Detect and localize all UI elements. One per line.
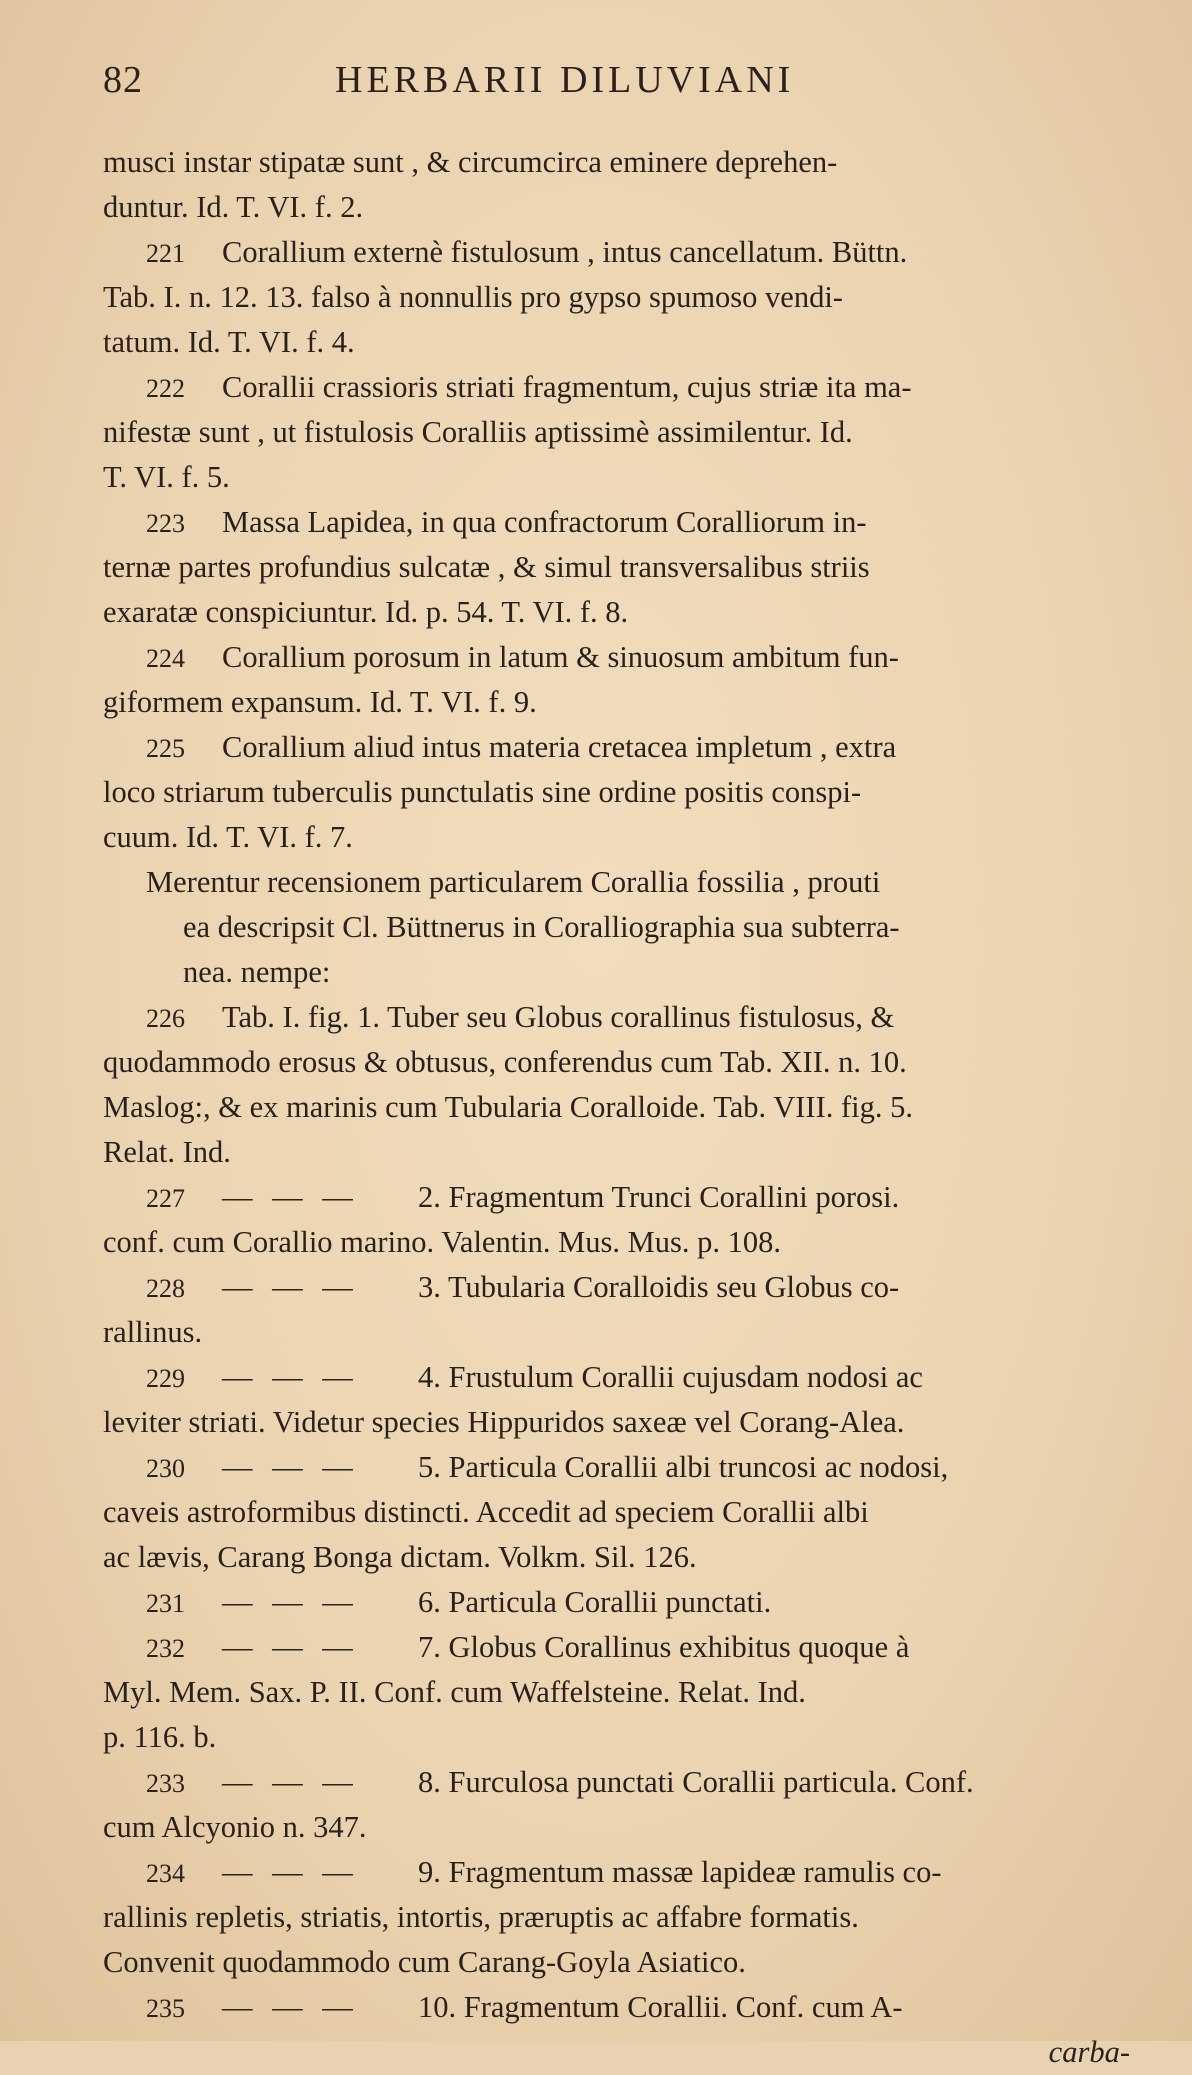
text-line: duntur. Id. T. VI. f. 2. [103,190,364,224]
text-line: p. 116. b. [103,1720,217,1754]
text-line: exaratæ conspiciuntur. Id. p. 54. T. VI. f. 8. [103,595,629,629]
text-line: cum Alcyonio n. 347. [103,1810,367,1844]
entry-number: 228 [146,1274,185,1303]
entry-234: 234 — — — 9. Fragmentum massæ lapideæ ramulis co- [103,1850,1138,1895]
text-line: rallinis repletis, striatis, intortis, præruptis ac affabre formatis. [103,1900,859,1934]
text-line: quodammodo erosus & obtusus, conferendus cum Tab. XII. n. 10. [103,1045,907,1079]
text-line: tatum. Id. T. VI. f. 4. [103,325,355,359]
text-line: Myl. Mem. Sax. P. II. Conf. cum Waffelsteine. Relat. Ind. [103,1675,806,1709]
entry-number: 230 [146,1454,185,1483]
text-line: Tab. I. n. 12. 13. falso à nonnullis pro gypso spumoso vendi- [103,280,843,314]
ditto-dashes: — — — [222,1990,359,2024]
text-line: T. VI. f. 5. [103,460,230,494]
entry-number: 224 [146,644,185,673]
catchword: carba- [1048,2035,1130,2069]
text-line: Maslog:, & ex marinis cum Tubularia Coralloide. Tab. VIII. fig. 5. [103,1090,913,1124]
text-line: conf. cum Corallio marino. Valentin. Mus. Mus. p. 108. [103,1225,781,1259]
entry-number: 229 [146,1364,185,1393]
entry-233: 233 — — — 8. Furculosa punctati Corallii particula. Conf. [103,1760,1138,1805]
ditto-dashes: — — — [222,1630,359,1664]
entry-226: 226 Tab. I. fig. 1. Tuber seu Globus corallinus fistulosus, & [103,995,1138,1040]
entry-227: 227 — — — 2. Fragmentum Trunci Corallini porosi. [103,1175,1138,1220]
text-line: giformem expansum. Id. T. VI. f. 9. [103,685,537,719]
entry-232: 232 — — — 7. Globus Corallinus exhibitus quoque à [103,1625,1138,1670]
entry-228: 228 — — — 3. Tubularia Coralloidis seu Globus co- [103,1265,1138,1310]
entry-235: 235 — — — 10. Fragmentum Corallii. Conf. cum A- [103,1985,1138,2030]
ditto-dashes: — — — [222,1360,359,1394]
text-line: loco striarum tuberculis punctulatis sine ordine positis conspi- [103,775,862,809]
entry-number: 232 [146,1634,185,1663]
body-text [103,140,1138,2075]
ditto-dashes: — — — [222,1450,359,1484]
catchword-line [103,2030,1138,2075]
entry-number: 222 [146,374,185,403]
ditto-dashes: — — — [222,1855,359,1889]
entry-number: 234 [146,1859,185,1888]
entry-number: 225 [146,734,185,763]
text-line: rallinus. [103,1315,203,1349]
text-line: Relat. Ind. [103,1135,231,1169]
text-line: nifestæ sunt , ut fistulosis Coralliis aptissimè assimilentur. Id. [103,415,853,449]
entry-221: 221 Corallium externè fistulosum , intus cancellatum. Büttn. [103,230,1138,275]
text-line: caveis astroformibus distincti. Accedit ad speciem Corallii albi [103,1495,869,1529]
entry-225: 225 Corallium aliud intus materia cretacea impletum , extra [103,725,1138,770]
entry-222: 222 Corallii crassioris striati fragmentum, cujus striæ ita ma- [103,365,1138,410]
text-line: musci instar stipatæ sunt , & circumcirca eminere deprehen- [103,145,838,179]
text-line: Convenit quodammodo cum Carang-Goyla Asiatico. [103,1945,746,1979]
text-line: ea descripsit Cl. Büttnerus in Coralliographia sua subterra- [183,910,900,944]
entry-number: 227 [146,1184,185,1213]
entry-224: 224 Corallium porosum in latum & sinuosum ambitum fun- [103,635,1138,680]
ditto-dashes: — — — [222,1270,359,1304]
text-line: ternæ partes profundius sulcatæ , & simul transversalibus striis [103,550,870,584]
entry-number: 226 [146,1004,185,1033]
ditto-dashes: — — — [222,1180,359,1214]
text-line: nea. nempe: [183,955,331,989]
entry-number: 223 [146,509,185,538]
ditto-dashes: — — — [222,1585,359,1619]
text-line: leviter striati. Videtur species Hippuridos saxeæ vel Corang-Alea. [103,1405,905,1439]
ditto-dashes: — — — [222,1765,359,1799]
entry-229: 229 — — — 4. Frustulum Corallii cujusdam nodosi ac [103,1355,1138,1400]
page-header [103,58,1133,118]
page-number: 82 [103,59,143,101]
entry-230: 230 — — — 5. Particula Corallii albi truncosi ac nodosi, [103,1445,1138,1490]
entry-number: 231 [146,1589,185,1618]
text-line: ac lævis, Carang Bonga dictam. Volkm. Sil. 126. [103,1540,697,1574]
text-line: Merentur recensionem particularem Corallia fossilia , prouti [146,865,881,899]
entry-223: 223 Massa Lapidea, in qua confractorum Coralliorum in- [103,500,1138,545]
text-line: cuum. Id. T. VI. f. 7. [103,820,353,854]
entry-number: 233 [146,1769,185,1798]
entry-231: 231 — — — 6. Particula Corallii punctati. [103,1580,1138,1625]
entry-number: 221 [146,239,185,268]
entry-number: 235 [146,1994,185,2023]
running-title: HERBARII DILUVIANI [335,59,795,101]
